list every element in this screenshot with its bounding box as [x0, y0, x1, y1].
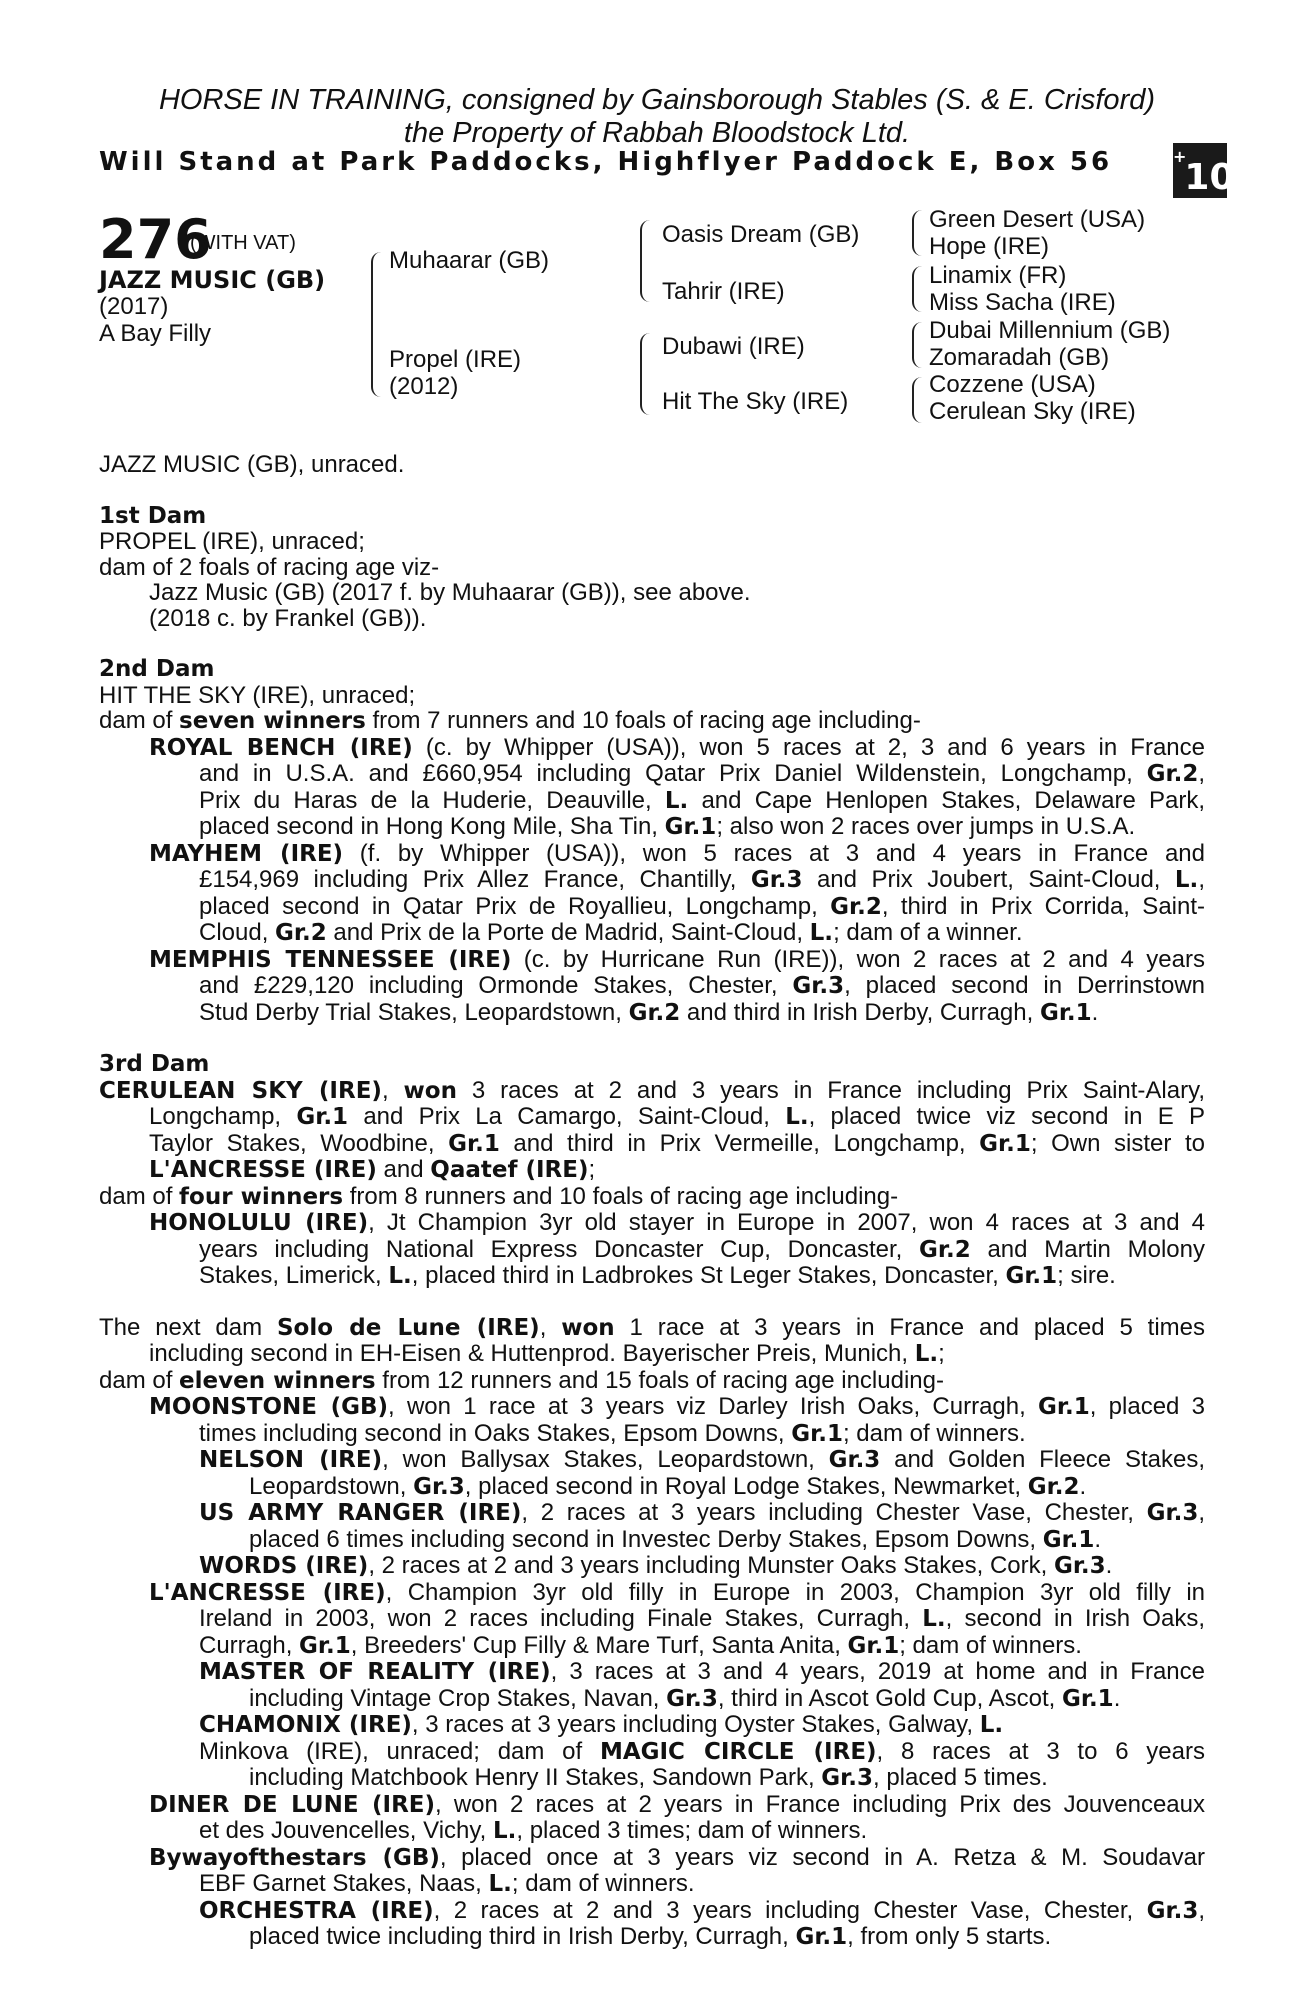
bold-segment: Gr.3	[1053, 1553, 1106, 1579]
bold-segment: Gr.1	[1005, 1263, 1058, 1289]
text-segment: Minkova (IRE), unraced; dam of	[199, 1737, 600, 1765]
bold-segment: Gr.2	[830, 893, 882, 920]
text-segment: .	[1079, 1472, 1087, 1500]
bold-segment: HONOLULU (IRE)	[149, 1210, 369, 1236]
text-segment: ; also won 2 races over jumps in U.S.A.	[716, 813, 1136, 840]
text-segment: PROPEL (IRE), unraced;	[99, 528, 365, 555]
bold-segment: Solo de Lune (IRE)	[276, 1314, 540, 1341]
text-segment: EBF Garnet Stakes, Naas,	[199, 1870, 489, 1897]
text-segment: including Vintage Crop Stakes, Navan,	[249, 1684, 667, 1712]
bold-segment: L.	[922, 1606, 946, 1632]
bold-segment: L'ANCRESSE (IRE)	[149, 1157, 377, 1183]
text-line	[99, 920, 1205, 947]
text-segment: , 3 races at 3 and 4 years, 2019 at home and in France	[550, 1658, 1206, 1685]
text-segment: , won 2 races at 2 years in France including Prix des Jouvenceaux	[435, 1790, 1205, 1818]
badge-number: 10	[1184, 157, 1235, 198]
paragraph-gap	[99, 1026, 1205, 1051]
lot-vat: (WITH VAT)	[190, 232, 296, 254]
text-segment: including second in EH-Eisen & Huttenprod. Bayerischer Preis, Munich,	[149, 1340, 915, 1367]
paragraph-gap	[99, 1290, 1205, 1315]
text-segment: from 12 runners and 15 foals of racing age including-	[375, 1366, 944, 1394]
text-segment: , Breeders' Cup Filly & Mare Turf, Santa Anita,	[350, 1631, 848, 1659]
text-line	[99, 1157, 1205, 1184]
bold-segment: MEMPHIS TENNESSEE (IRE)	[149, 946, 512, 973]
text-line	[99, 580, 1205, 606]
bold-segment: L.	[1174, 867, 1199, 893]
text-segment: ; dam of winners.	[511, 1870, 695, 1897]
bold-segment: CHAMONIX (IRE)	[199, 1712, 412, 1738]
bold-segment: Gr.1	[664, 814, 717, 840]
text-line	[99, 503, 1205, 530]
text-line	[99, 1527, 1205, 1554]
bold-segment: Gr.1	[791, 1420, 843, 1447]
pedigree-dam-dam: Hit The Sky (IRE)	[662, 388, 849, 415]
text-line	[99, 1368, 1205, 1395]
text-segment: and third in Prix Vermeille, Longchamp,	[499, 1129, 980, 1157]
bold-segment: Gr.1	[1042, 1526, 1095, 1553]
text-segment: Longchamp,	[149, 1103, 297, 1130]
text-segment: and Prix de la Porte de Madrid, Saint-Cloud,	[326, 919, 810, 946]
text-segment: (c. by Whipper (USA)), won 5 races at 2, 3 and 6 years in France	[412, 733, 1205, 761]
text-line	[99, 1580, 1205, 1607]
text-segment: , won Ballysax Stakes, Leopardstown,	[382, 1446, 829, 1473]
text-segment: ,	[381, 1076, 404, 1104]
text-segment: , placed twice viz second in E P	[808, 1103, 1205, 1130]
text-line	[99, 947, 1205, 974]
lot-badge	[1173, 143, 1235, 198]
text-segment: ;	[588, 1156, 596, 1183]
bold-segment: 1st Dam	[99, 502, 207, 529]
pedigree-sire-dam: Tahrir (IRE)	[662, 278, 785, 305]
text-segment: , placed 3 times; dam of winners.	[516, 1817, 868, 1844]
bold-segment: Gr.1	[1039, 999, 1092, 1026]
text-segment: , 8 races at 3 to 6 years	[876, 1737, 1205, 1765]
pedigree-brace-ds	[912, 322, 922, 368]
text-line	[99, 683, 1205, 709]
text-segment: , placed 3	[1089, 1393, 1205, 1420]
pedigree-ssd: Hope (IRE)	[929, 233, 1050, 260]
text-segment: ,	[539, 1313, 562, 1341]
catalogue-body	[99, 452, 1205, 1951]
bold-segment: Gr.3	[828, 1447, 881, 1473]
bold-segment: 2nd Dam	[99, 656, 215, 682]
text-segment: from 7 runners and 10 foals of racing age including-	[365, 707, 921, 734]
text-segment: and	[376, 1156, 431, 1183]
text-segment: , placed once at 3 years viz second in A. Retza & M. Soudavar	[439, 1843, 1205, 1871]
pedigree-dss: Dubai Millennium (GB)	[929, 317, 1171, 344]
text-line	[99, 555, 1205, 581]
text-segment: dam of	[99, 707, 180, 734]
text-segment: Ireland in 2003, won 2 races including Finale Stakes, Curragh,	[199, 1605, 923, 1632]
paragraph-gap	[99, 631, 1205, 656]
text-segment: , second in Irish Oaks,	[945, 1605, 1205, 1632]
text-line	[99, 1078, 1205, 1105]
text-line	[99, 1924, 1205, 1951]
text-segment: placed 6 times including second in Investec Derby Stakes, Epsom Downs,	[249, 1525, 1043, 1553]
bold-segment: Qaatef (IRE)	[430, 1157, 589, 1183]
text-segment: including Matchbook Henry II Stakes, Sandown Park,	[249, 1764, 822, 1791]
text-segment: and Prix La Camargo, Saint-Cloud,	[348, 1103, 786, 1130]
text-line	[99, 1394, 1205, 1421]
text-line	[99, 529, 1205, 555]
pedigree-dds: Cozzene (USA)	[929, 371, 1096, 398]
text-line	[99, 708, 1205, 735]
text-line	[99, 1792, 1205, 1819]
bold-segment: Gr.3	[792, 973, 845, 999]
text-line	[99, 1184, 1205, 1211]
pedigree-dsd: Zomaradah (GB)	[929, 344, 1110, 371]
text-segment: ; Own sister to	[1030, 1129, 1205, 1157]
pedigree-dam: Propel (IRE)	[389, 346, 522, 373]
stand-location: Will Stand at Park Paddocks, Highflyer Paddock E, Box 56	[99, 147, 1113, 177]
pedigree-brace-ss	[912, 210, 922, 256]
text-segment: dam of	[99, 1182, 180, 1210]
bold-segment: won	[403, 1077, 457, 1104]
bold-segment: L.	[488, 1871, 512, 1897]
text-line	[99, 894, 1205, 921]
text-segment: 3 races at 2 and 3 years in France including Prix Saint-Alary,	[456, 1076, 1205, 1104]
text-line	[99, 1553, 1205, 1580]
pedigree-brace-dam	[640, 333, 652, 415]
text-line	[99, 1421, 1205, 1448]
bold-segment: 3rd Dam	[99, 1051, 210, 1077]
bold-segment: Gr.1	[979, 1130, 1031, 1157]
pedigree-brace-sire	[640, 220, 652, 302]
text-line	[99, 1474, 1205, 1501]
pedigree-dam-year: (2012)	[389, 373, 459, 400]
bold-segment: CERULEAN SKY (IRE)	[99, 1077, 382, 1104]
text-segment: years including National Express Doncaster Cup, Doncaster,	[199, 1235, 920, 1263]
pedigree-sss: Green Desert (USA)	[929, 206, 1146, 233]
bold-segment: Gr.2	[628, 999, 681, 1026]
text-segment: .	[1113, 1684, 1121, 1712]
text-segment: , placed second in Derrinstown	[844, 972, 1205, 999]
text-line	[99, 973, 1205, 1000]
bold-segment: Gr.1	[1062, 1685, 1114, 1712]
bold-segment: Gr.1	[795, 1924, 848, 1950]
pedigree-sire-sire: Oasis Dream (GB)	[662, 221, 860, 248]
text-line	[99, 452, 1205, 478]
bold-segment: Gr.3	[666, 1685, 718, 1712]
text-segment: , 2 races at 2 and 3 years including Chester Vase, Chester,	[433, 1896, 1147, 1924]
text-segment: Stud Derby Trial Stakes, Leopardstown,	[199, 998, 629, 1026]
bold-segment: Gr.3	[821, 1765, 873, 1791]
bold-segment: Gr.3	[750, 867, 803, 893]
text-line	[99, 841, 1205, 868]
text-line	[99, 1606, 1205, 1633]
text-line	[99, 735, 1205, 762]
bold-segment: seven winners	[179, 708, 366, 734]
text-line	[99, 1131, 1205, 1158]
text-segment: ,	[1198, 1896, 1205, 1924]
text-line	[99, 1818, 1205, 1845]
text-line	[99, 1739, 1205, 1766]
text-segment: Jazz Music (GB) (2017 f. by Muhaarar (GB)), see above.	[149, 579, 751, 606]
bold-segment: L.	[388, 1263, 412, 1289]
text-segment: ; dam of a winner.	[833, 919, 1023, 946]
text-segment: ,	[1198, 1499, 1205, 1526]
bold-segment: ORCHESTRA (IRE)	[199, 1897, 434, 1924]
bold-segment: Gr.1	[299, 1632, 351, 1659]
text-segment: and Martin Molony	[970, 1235, 1205, 1263]
text-segment: and £229,120 including Ormonde Stakes, Chester,	[199, 972, 793, 999]
text-line	[99, 1051, 1205, 1078]
text-segment: £154,969 including Prix Allez France, Chantilly,	[199, 866, 751, 893]
bold-segment: US ARMY RANGER (IRE)	[199, 1500, 522, 1526]
text-segment: , Champion 3yr old filly in Europe in 2003, Champion 3yr old filly in	[385, 1578, 1205, 1606]
text-line	[99, 1000, 1205, 1027]
horse-year: (2017)	[99, 293, 169, 320]
text-line	[99, 1712, 1205, 1739]
text-segment: , 2 races at 3 years including Chester Vase, Chester,	[521, 1499, 1147, 1526]
bold-segment: MASTER OF REALITY (IRE)	[199, 1659, 551, 1685]
text-segment: Leopardstown,	[249, 1472, 414, 1500]
bold-segment: won	[561, 1314, 615, 1341]
text-line	[99, 1263, 1205, 1290]
text-line	[99, 1210, 1205, 1237]
text-line	[99, 788, 1205, 815]
bold-segment: eleven winners	[179, 1367, 376, 1394]
text-segment: Stakes, Limerick,	[199, 1262, 389, 1289]
bold-segment: L.	[785, 1104, 809, 1130]
text-segment: and Cape Henlopen Stakes, Delaware Park,	[688, 786, 1206, 814]
text-line	[99, 1871, 1205, 1898]
text-segment: , 3 races at 3 years including Oyster Stakes, Galway,	[411, 1711, 980, 1738]
bold-segment: MAYHEM (IRE)	[149, 840, 344, 867]
text-segment: and third in Irish Derby, Curragh,	[680, 998, 1040, 1026]
text-segment: 1 race at 3 years in France and placed 5 times	[614, 1313, 1205, 1341]
text-segment: placed second in Hong Kong Mile, Sha Tin,	[199, 813, 665, 840]
text-line	[99, 1765, 1205, 1792]
text-segment: JAZZ MUSIC (GB), unraced.	[99, 451, 405, 478]
bold-segment: Gr.1	[847, 1632, 900, 1659]
text-segment: placed second in Qatar Prix de Royallieu, Longchamp,	[199, 892, 831, 920]
text-line	[99, 1686, 1205, 1713]
text-line	[99, 1104, 1205, 1131]
bold-segment: Gr.2	[1027, 1473, 1080, 1500]
text-line	[99, 1341, 1205, 1368]
text-line	[99, 867, 1205, 894]
pedigree-sds: Linamix (FR)	[929, 262, 1067, 289]
bold-segment: Gr.2	[1146, 761, 1199, 787]
text-segment: dam of 2 foals of racing age viz-	[99, 553, 440, 581]
text-segment: , third in Prix Corrida, Saint-	[881, 892, 1206, 920]
text-segment: and in U.S.A. and £660,954 including Qatar Prix Daniel Wildenstein, Longchamp,	[199, 760, 1147, 787]
bold-segment: Bywayofthestars (GB)	[149, 1844, 440, 1871]
bold-segment: Gr.2	[919, 1236, 971, 1263]
bold-segment: L.	[664, 787, 689, 814]
bold-segment: Gr.3	[1146, 1500, 1199, 1526]
bold-segment: Gr.3	[413, 1473, 465, 1500]
text-line	[99, 1845, 1205, 1872]
text-segment: , placed third in Ladbrokes St Leger Stakes, Doncaster,	[411, 1262, 1006, 1289]
text-line	[99, 761, 1205, 788]
text-line	[99, 1447, 1205, 1474]
text-segment: placed twice including third in Irish Derby, Curragh,	[249, 1923, 796, 1950]
paragraph-gap	[99, 478, 1205, 503]
lot-number: 276	[99, 208, 212, 271]
text-segment: , won 1 race at 3 years viz Darley Irish Oaks, Curragh,	[388, 1393, 1039, 1420]
text-segment: ,	[1198, 760, 1205, 787]
pedigree-sire: Muhaarar (GB)	[389, 247, 550, 274]
bold-segment: NELSON (IRE)	[199, 1447, 383, 1473]
text-line	[99, 1315, 1205, 1342]
text-segment: .	[1105, 1552, 1113, 1579]
bold-segment: DINER DE LUNE (IRE)	[149, 1791, 436, 1818]
text-segment: et des Jouvencelles, Vichy,	[199, 1817, 493, 1844]
text-segment: , 2 races at 2 and 3 years including Munster Oaks Stakes, Cork,	[368, 1552, 1054, 1579]
bold-segment: L'ANCRESSE (IRE)	[149, 1579, 386, 1606]
text-segment: Curragh,	[199, 1631, 300, 1659]
text-line	[99, 814, 1205, 841]
bold-segment: Gr.1	[296, 1104, 349, 1130]
text-segment: , placed second in Royal Lodge Stakes, Newmarket,	[464, 1472, 1028, 1500]
text-segment: (f. by Whipper (USA)), won 5 races at 3 and 4 years in France and	[343, 839, 1206, 867]
pedigree-ddd: Cerulean Sky (IRE)	[929, 398, 1136, 425]
text-segment: ; dam of winners.	[842, 1419, 1026, 1447]
bold-segment: MAGIC CIRCLE (IRE)	[599, 1738, 877, 1765]
bold-segment: L.	[979, 1712, 1004, 1738]
text-segment: and Golden Fleece Stakes,	[880, 1446, 1205, 1473]
text-segment: .	[1091, 998, 1099, 1026]
text-segment: from 8 runners and 10 foals of racing age including-	[343, 1182, 899, 1210]
bold-segment: Gr.2	[275, 920, 327, 946]
bold-segment: MOONSTONE (GB)	[149, 1394, 389, 1420]
text-segment: ,	[1198, 866, 1205, 893]
badge-plus: +	[1173, 147, 1187, 166]
pedigree-brace-dd	[912, 377, 922, 423]
pedigree-sdd: Miss Sacha (IRE)	[929, 289, 1116, 316]
text-segment: ; sire.	[1057, 1262, 1116, 1289]
text-segment: , placed 5 times.	[872, 1764, 1048, 1791]
text-segment: ; dam of winners.	[899, 1631, 1082, 1659]
text-segment: The next dam	[99, 1313, 277, 1341]
bold-segment: Gr.3	[1146, 1897, 1199, 1924]
bold-segment: L.	[492, 1818, 517, 1844]
pedigree-dam-sire: Dubawi (IRE)	[662, 333, 805, 360]
text-line	[99, 1659, 1205, 1686]
consignor-line: HORSE IN TRAINING, consigned by Gainsborough Stables (S. & E. Crisford)	[158, 84, 1156, 116]
text-segment: .	[1094, 1525, 1102, 1553]
text-segment: (2018 c. by Frankel (GB)).	[149, 604, 427, 632]
horse-description: A Bay Filly	[99, 320, 212, 347]
text-segment: HIT THE SKY (IRE), unraced;	[99, 681, 416, 709]
pedigree-brace-gen1	[371, 252, 383, 397]
text-segment: and Prix Joubert, Saint-Cloud,	[802, 866, 1175, 893]
bold-segment: four winners	[179, 1183, 344, 1210]
text-segment: ;	[938, 1340, 945, 1367]
text-segment: Taylor Stakes, Woodbine,	[149, 1129, 449, 1157]
text-line	[99, 1633, 1205, 1660]
pedigree-brace-sd	[912, 266, 922, 312]
text-segment: Cloud,	[199, 919, 276, 946]
bold-segment: Gr.1	[1038, 1394, 1090, 1420]
text-segment: (c. by Hurricane Run (IRE)), won 2 races at 2 and 4 years	[511, 945, 1205, 973]
text-line	[99, 606, 1205, 632]
text-line	[99, 1898, 1205, 1925]
text-segment: times including second in Oaks Stakes, Epsom Downs,	[199, 1419, 792, 1447]
text-segment: , Jt Champion 3yr old stayer in Europe in 2007, won 4 races at 3 and 4	[368, 1209, 1206, 1236]
horse-name: JAZZ MUSIC (GB)	[99, 266, 326, 294]
text-segment: , from only 5 starts.	[847, 1923, 1052, 1950]
bold-segment: L.	[809, 920, 834, 946]
bold-segment: WORDS (IRE)	[199, 1553, 369, 1579]
text-line	[99, 1500, 1205, 1527]
text-segment: , third in Ascot Gold Cup, Ascot,	[717, 1684, 1062, 1712]
text-segment: dam of	[99, 1366, 180, 1394]
bold-segment: Gr.1	[448, 1130, 500, 1157]
text-line	[99, 656, 1205, 683]
text-line	[99, 1237, 1205, 1264]
bold-segment: L.	[914, 1341, 939, 1367]
bold-segment: ROYAL BENCH (IRE)	[149, 734, 413, 761]
property-line: the Property of Rabbah Bloodstock Ltd.	[403, 117, 911, 149]
text-segment: Prix du Haras de la Huderie, Deauville,	[199, 786, 665, 814]
